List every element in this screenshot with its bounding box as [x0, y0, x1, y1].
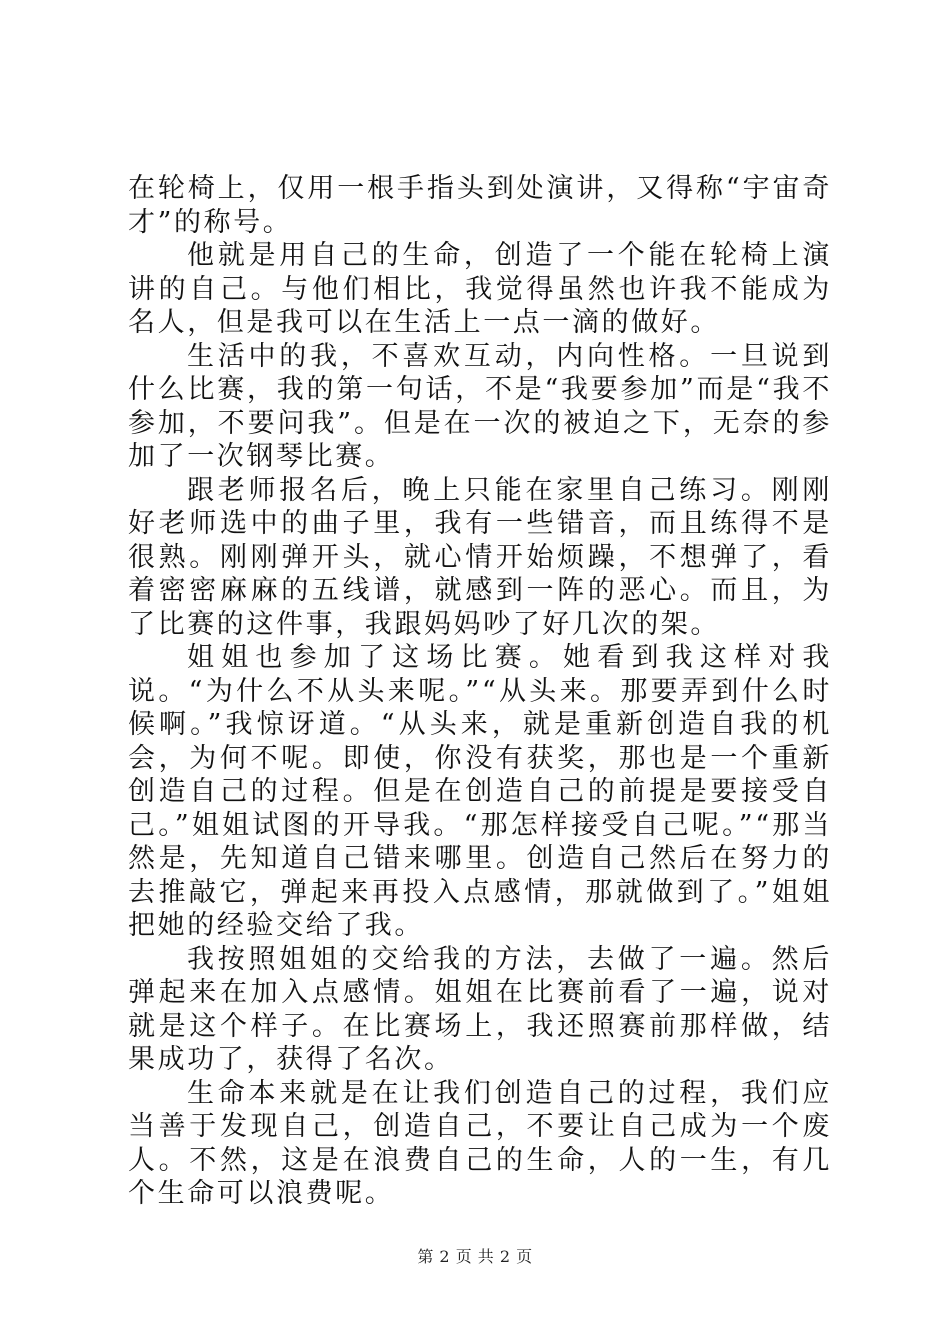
paragraph-continuation: 在轮椅上，仅用一根手指头到处演讲，又得称“宇宙奇才”的称号。: [128, 173, 832, 238]
paragraph: 姐姐也参加了这场比赛。她看到我这样对我说。“为什么不从头来呢。”“从头来。那要弄到什么时候啊。”我惊讶道。“从头来，就是重新创造自我的机会，为何不呢。即使，你没有获奖，那也是一个重新创造自己的过程。但是在创造自己的前提是要接受自己。”姐姐试图的开导我。“那怎样接受自己呢。”“那当然是，先知道自己错来哪里。创造自己然后在努力的去推敲它，弹起来再投入点感情，那就做到了。”姐姐把她的经验交给了我。: [128, 642, 832, 941]
paragraph: 他就是用自己的生命，创造了一个能在轮椅上演讲的自己。与他们相比，我觉得虽然也许我不能成为名人，但是我可以在生活上一点一滴的做好。: [128, 240, 832, 338]
document-body: [128, 172, 832, 1211]
paragraph: 生命本来就是在让我们创造自己的过程，我们应当善于发现自己，创造自己，不要让自己成为一个废人。不然，这是在浪费自己的生命，人的一生，有几个生命可以浪费呢。: [128, 1077, 832, 1209]
paragraph: 生活中的我，不喜欢互动，内向性格。一旦说到什么比赛，我的第一句话，不是“我要参加”而是“我不参加，不要问我”。但是在一次的被迫之下，无奈的参加了一次钢琴比赛。: [128, 340, 832, 472]
paragraph: 我按照姐姐的交给我的方法，去做了一遍。然后弹起来在加入点感情。姐姐在比赛前看了一遍，说对就是这个样子。在比赛场上，我还照赛前那样做，结果成功了，获得了名次。: [128, 943, 832, 1075]
paragraph: 跟老师报名后，晚上只能在家里自己练习。刚刚好老师选中的曲子里，我有一些错音，而且练得不是很熟。刚刚弹开头，就心情开始烦躁，不想弹了，看着密密麻麻的五线谱，就感到一阵的恶心。而且，为了比赛的这件事，我跟妈妈吵了好几次的架。: [128, 474, 832, 640]
page-footer: 第 2 页 共 2 页: [417, 1247, 533, 1266]
